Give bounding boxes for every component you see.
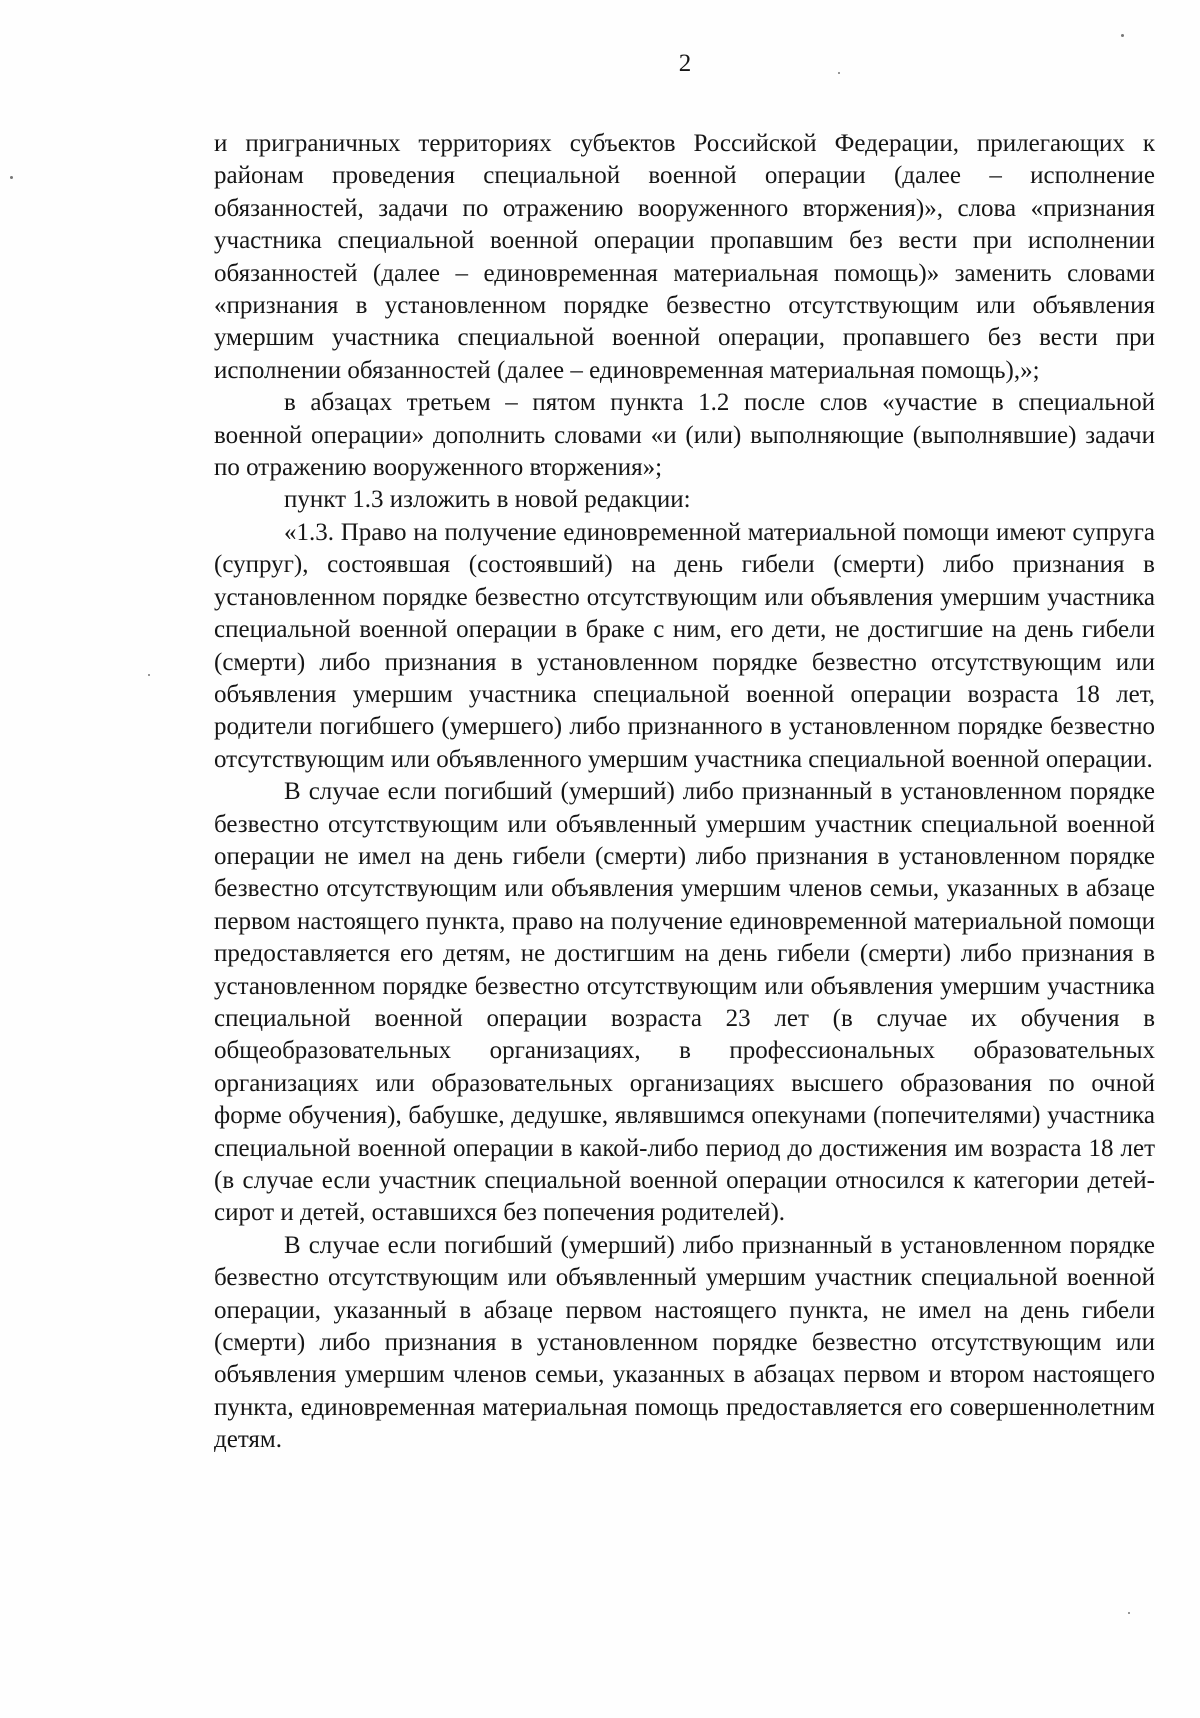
paragraph-clause-1-3-second: В случае если погибший (умерший) либо признанный в установленном порядке безвестно отсутствующим или объявленный умершим участник специальной военной операции не имел на день гибели (смерти) либо признания в установленном порядке безвестно отсутствующим или объявления умершим членов семьи, указанных в абзаце первом настоящего пункта, право на получение единовременной материальной помощи предоставляется его детям, не достигшим на день гибели (смерти) либо признания в установленном порядке безвестно отсутствующим или объявления умершим участника специальной военной операции возраста 23 лет (в случае их обучения в общеобразовательных организациях, в профессиональных образовательных организациях или образовательных организациях высшего образования по очной форме обучения), бабушке, дедушке, являвшимся опекунами (попечителями) участника специальной военной операции в какой-либо период до достижения им возраста 18 лет (в случае если участник специальной военной операции относился к категории детей-сирот и детей, оставшихся без попечения родителей).	[214, 778, 1155, 1227]
page-number: 2	[678, 50, 692, 77]
scan-speck	[838, 72, 840, 74]
document-body	[214, 128, 1155, 1457]
scan-speck	[1128, 1612, 1130, 1614]
paragraph-amendment-1-2: в абзацах третьем – пятом пункта 1.2 после слов «участие в специальной военной операции» дополнить словами «и (или) выполняющие (выполнявшие) задачи по отражению вооруженного вторжения»;	[214, 389, 1155, 482]
paragraph-continuation: и приграничных территориях субъектов Российской Федерации, прилегающих к районам проведения специальной военной операции (далее – исполнение обязанностей, задачи по отражению вооруженного вторжения)», слова «признания участника специальной военной операции пропавшим без вести при исполнении обязанностей (далее – единовременная материальная помощь)» заменить словами «признания в установленном порядке безвестно отсутствующим или объявления умершим участника специальной военной операции, пропавшего без вести при исполнении обязанностей (далее – единовременная материальная помощь),»;	[214, 130, 1155, 384]
scan-speck	[10, 176, 13, 179]
scan-speck	[148, 674, 150, 676]
scan-speck	[1121, 34, 1124, 37]
paragraph-clause-1-3: «1.3. Право на получение единовременной материальной помощи имеют супруга (супруг), состоявшая (состоявший) на день гибели (смерти) либо признания в установленном порядке безвестно отсутствующим или объявления умершим участника специальной военной операции в браке с ним, его дети, не достигшие на день гибели (смерти) либо признания в установленном порядке безвестно отсутствующим или объявления умершим участника специальной военной операции возраста 18 лет, родители погибшего (умершего) либо признанного в установленном порядке безвестно отсутствующим или объявленного умершим участника специальной военной операции.	[214, 518, 1155, 773]
paragraph-amendment-1-3-intro: пункт 1.3 изложить в новой редакции:	[284, 486, 691, 514]
paragraph-clause-1-3-third: В случае если погибший (умерший) либо признанный в установленном порядке безвестно отсутствующим или объявленный умершим участник специальной военной операции, указанный в абзаце первом настоящего пункта, не имел на день гибели (смерти) либо признания в установленном порядке безвестно отсутствующим или объявления умершим членов семьи, указанных в абзацах первом и втором настоящего пункта, единовременная материальная помощь предоставляется его совершеннолетним детям.	[214, 1231, 1155, 1454]
